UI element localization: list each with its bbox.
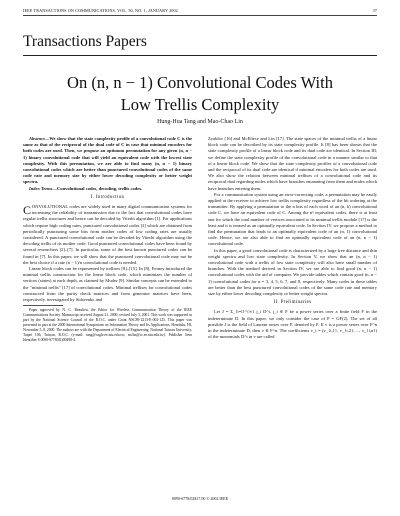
left-column [23,136,192,343]
index-terms-text: Convolutional codes, decoding, trellis codes. [57,185,143,191]
authors: Hung-Hua Tang and Mao-Chao Lin [157,119,243,125]
index-terms [23,186,192,192]
section-divider [23,55,377,56]
section-kind: Transactions Papers [23,33,147,50]
right-column [208,136,377,341]
paper-title [0,72,400,116]
index-terms-label: Index Terms— [29,185,58,191]
footnote: Paper approved by N. C. Beaulieu, the Editor for Wireless Communication Theory of the IEEE Communications Society. Manuscript received August 21, 2000; revised July 3, 2001. This work was supported in part by the National Science Council of the R.O.C. under Grant NSC89-2213-E-002-125. This paper was presented in part at the 2000 International Symposium on Information Theory and Its Applications, Honolulu, HI, November 5–8, 2000. The authors are with the Department of Electrical Engineering, National Taiwan University, Taipei 106, Taiwan, R.O.C. (e-mail: tang@cagle.ee.ntu.edu.tw; mclin@cc.ee.ntu.edu.tw). Publisher Item Identifier S 0090-6778(02)00498-4. [23,308,192,343]
title-line-2: Low Trellis Complexity [120,95,280,114]
abstract [23,136,192,186]
section-heading-preliminaries: II. Preliminaries [273,300,312,306]
abstract-label: Abstract— [29,136,50,141]
journal-name: IEEE TRANSACTIONS ON COMMUNICATIONS, VOL. 50, NO. 1, JANUARY 2002 [23,8,178,13]
header-divider [23,15,377,16]
copyright-line: 0090-6778/02$17.00 © 2002 IEEE [171,496,229,501]
intro-paragraph-2: Linear block codes can be represented by trellises [8]–[15]. In [8], Forney introduced the minimal trellis construction for the linear block code, which minimizes the number of vertices (states) at each depth, as claimed by Muder [9]. Similar concepts can be extended to the "minimal trellis" [17] of convolutional codes. Minimal trellises for convolutional codes constructed from the parity check matrices and from generator matrices have been, respectively, investigated by Sidorenko and [23,266,192,303]
footnote-divider [23,305,63,306]
intro-paragraph-1: CONVOLUTIONAL codes are widely used in many digital communication systems for increasing the reliability of transmission due to the fact that convolutional codes have regular trellis structures and hence can be decoded by Viterbi algorithm [1]. For applications which require high coding rates, punctured convolutional codes [2] which are obtained from periodically puncturing some bits from mother codes of low coding rates are usually considered. A punctured convolutional code can be decoded by Viterbi algorithm using the decoding trellis of its mother code. Good punctured convolutional codes have been found by several researchers [2]–[7]. In particular, some of the best known punctured codes can be found in [7]. In this paper, we will show that the punctured convolutional code may not be the best choice if a rate (n − 1)/n convolutional code is needed. [23,203,192,265]
preliminaries-paragraph: Let J = Σ_{i=l}^{∞} j_i D^i, j_i ∈ F be a power series over a finite field F in the indeterminate D. In this paper, we only consider the case of F = GF(2). The set of all possible J is the field of Laurent series over F, denoted by F. If v is a power series over F^n in the indeterminate D, then v ∈ F^n. The coefficients v_i = (v_{i,1}, v_{i,2}, ..., v_{i,n}) of the monomials D^i in v are called [208,309,377,340]
right-paragraph-1: Zyablov [16] and McEliece and Lin [17]. The state spaces of the minimal trellis of a linear block code can be described by its state complexity profile. It [8] has been shown that the state complexity profile of a linear block code and its dual code are identical. In Section III, we define the state complexity profile of the convolutional code in a manner similar to that of a linear block code. We show that the state complexity profiles of a convolutional code and the reciprocal of its dual code are identical if minimal encoders for both codes are used. We also show the relation between minimal trellises of a convolutional code and its reciprocal dual regarding nodes which have branches emanating from them and nodes which have branches entering them. [208,136,377,191]
right-paragraph-2: For a communication system using an error-correcting code, a permutation may be easily applied at the receiver to achieve low trellis complexity regardless of the bit ordering at the transmitter. By applying a permutation to the n bits of each word of an (n, k) convolutional code C, we have an equivalent code of C. Among the n! equivalent codes, there is at least one for which the total number of vertices associated to its minimal trellis module [17] is the least and it is termed as an optimally equivalent code. In Section IV, we propose a method to find the permutation that leads to an optimally equivalent code of an (n, 1) convolutional code. Hence, we are also able to find an optimally equivalent code of an (n, n − 1) convolutional code. [208,191,377,247]
page-number: 37 [372,8,377,13]
right-paragraph-3: In this paper, a good convolutional code is characterized by a large free distance and thin weight spectra and low state complexity. In Section V, we show that an (n, n − 1) convolutional code with a trellis of low state complexity will also have small number of branches. With the method derived in Section IV, we are able to find good (n, n − 1) convolutional codes with the aid of computer. We provide tables which contain good (n, n − 1) convolutional codes for n = 3, 4, 5, 6, 7, and 8, respectively. Many codes in these tables are better than the best punctured convolutional codes of the same code rate and memory size by either lower decoding complexity or better weight spectra. [208,247,377,297]
title-line-1: On (n, n − 1) Convolutional Codes With [67,73,333,92]
section-heading-introduction: I. Introduction [90,194,125,200]
abstract-text: We show that the state complexity profile of a convolutional code C is the same as that of the reciprocal of the dual code of C in case that minimal encoders for both codes are used. Then, we propose an optimum permutation for any given (n, n − 1) binary convolutional code that will yield an equivalent code with the lowest state complexity. With this permutation, we are able to find many (n, n − 1) binary convolutional codes which are better than punctured convolutional codes of the same code rate and memory size by either lower decoding complexity or better weight spectra. [23,136,192,185]
